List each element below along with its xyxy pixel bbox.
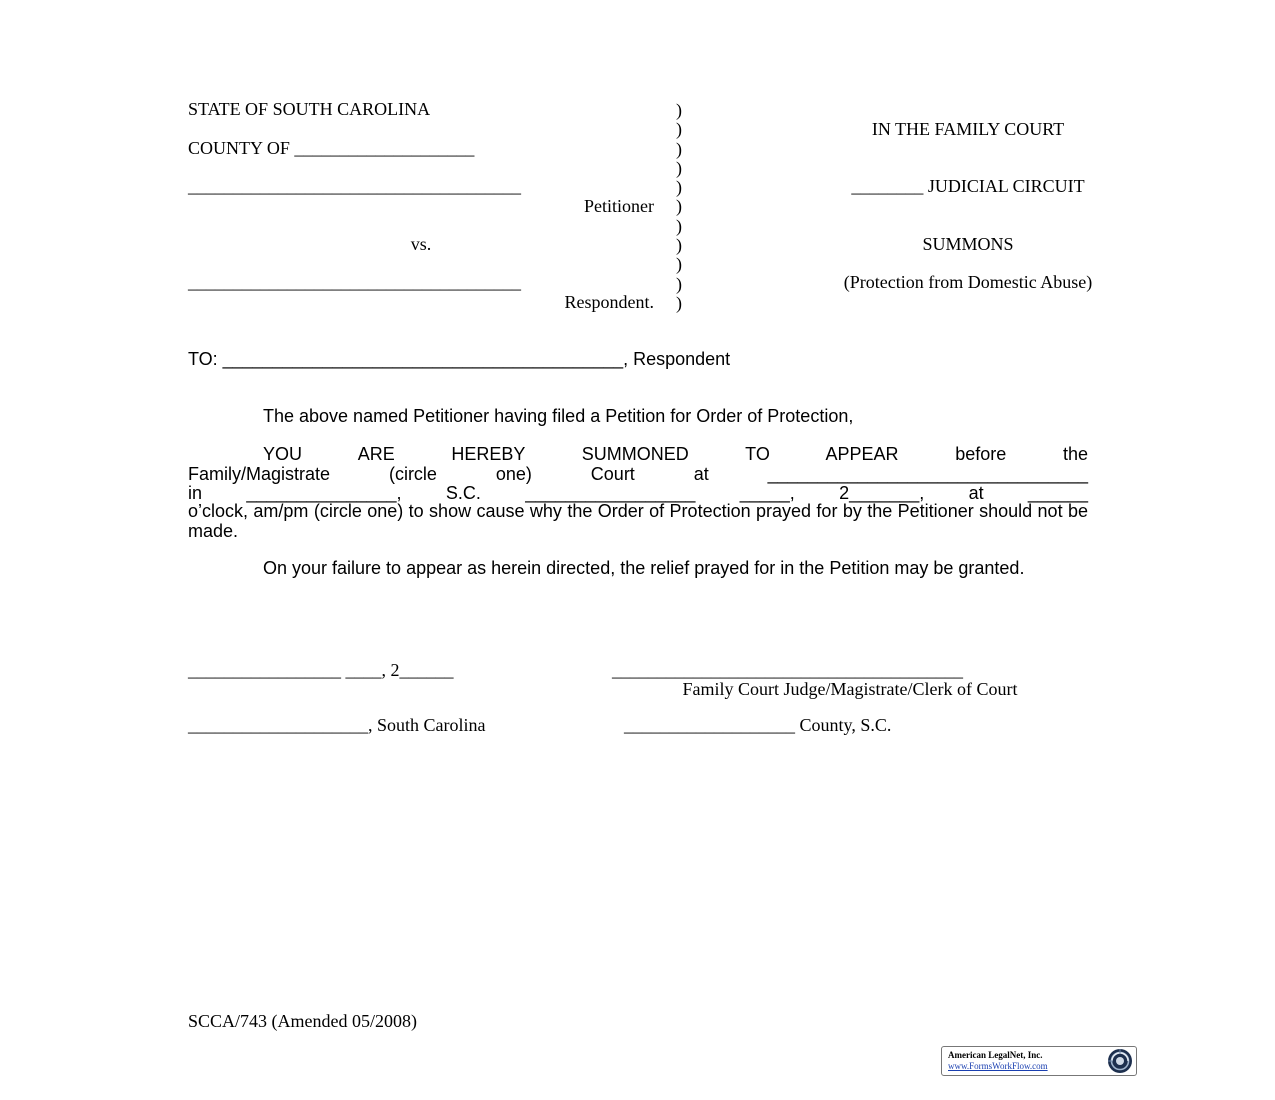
versus-label: vs.: [410, 234, 432, 254]
judicial-circuit-field[interactable]: ________ JUDICIAL CIRCUIT: [851, 176, 1085, 196]
county-sc-line[interactable]: ___________________ County, S.C.: [624, 715, 892, 735]
respondent-name-line[interactable]: _____________________________________: [188, 272, 521, 292]
caption-divider-parens: ) ) ) ) ) ) ) ) ) ) ): [676, 100, 682, 313]
respondent-label: Respondent.: [564, 292, 654, 312]
show-cause-paragraph: o’clock, am/pm (circle one) to show cause why the Order of Protection prayed for by the Petitioner should not be made.: [188, 501, 1088, 541]
signature-label: Family Court Judge/Magistrate/Clerk of Court: [682, 679, 1018, 699]
to-respondent-line[interactable]: TO: ________________________________________, Respondent: [188, 349, 731, 369]
petitioner-label: Petitioner: [584, 196, 654, 216]
signature-line[interactable]: _______________________________________: [612, 660, 963, 680]
city-south-carolina-line[interactable]: ____________________, South Carolina: [188, 715, 486, 735]
paragraph-petition-filed: The above named Petitioner having filed a Petition for Order of Protection,: [263, 406, 854, 426]
state-heading: STATE OF SOUTH CAROLINA: [188, 99, 431, 119]
publisher-logo: [941, 1046, 1137, 1076]
date-signed-line[interactable]: _________________ ____, 2______: [188, 660, 454, 680]
court-location-line[interactable]: Family/Magistrate (circle one) Court at ________________________________: [188, 464, 1088, 484]
document-subtitle: (Protection from Domestic Abuse): [843, 272, 1093, 292]
appearance-date-line[interactable]: in _______________, S.C. _________________ _____, 2_______, at ______: [188, 483, 1088, 503]
form-number: SCCA/743 (Amended 05/2008): [188, 1011, 417, 1031]
document-title: SUMMONS: [922, 234, 1014, 254]
globe-icon: [1107, 1048, 1133, 1074]
county-field[interactable]: COUNTY OF ____________________: [188, 138, 475, 158]
publisher-name: American LegalNet, Inc.: [948, 1050, 1043, 1060]
failure-to-appear-paragraph: On your failure to appear as herein directed, the relief prayed for in the Petition may be granted.: [263, 558, 1025, 578]
court-title: IN THE FAMILY COURT: [871, 119, 1065, 139]
summons-heading-line: YOU ARE HEREBY SUMMONED TO APPEAR before the: [263, 444, 1088, 464]
petitioner-name-line[interactable]: _____________________________________: [188, 176, 521, 196]
publisher-url[interactable]: www.FormsWorkFlow.com: [948, 1061, 1048, 1071]
